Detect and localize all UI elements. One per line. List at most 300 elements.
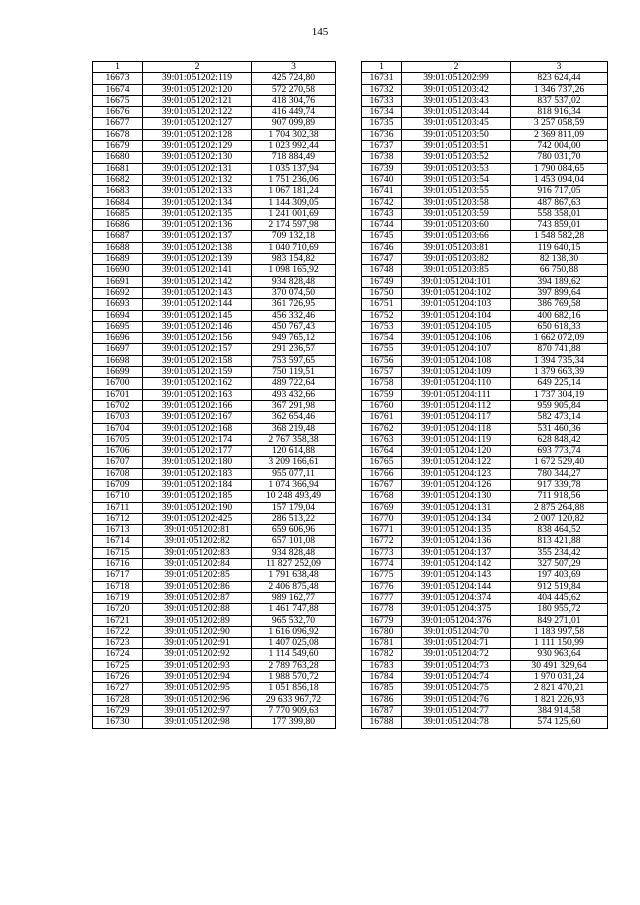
- row-number-cell: 16749: [362, 276, 402, 287]
- cadastral-number-cell: 39:01:051202:167: [143, 412, 252, 423]
- value-cell: 659 606,96: [252, 525, 336, 536]
- table-row: [93, 502, 336, 513]
- value-cell: 286 513,22: [252, 513, 336, 524]
- value-cell: 983 154,82: [252, 254, 336, 265]
- cadastral-number-cell: 39:01:051202:425: [143, 513, 252, 524]
- table-row: [93, 525, 336, 536]
- table-row: [362, 412, 608, 423]
- row-number-cell: 16699: [93, 367, 143, 378]
- cadastral-number-cell: 39:01:051203:42: [402, 84, 511, 95]
- table-row: [362, 525, 608, 536]
- row-number-cell: 16721: [93, 615, 143, 626]
- row-number-cell: 16731: [362, 73, 402, 84]
- table-row: [362, 163, 608, 174]
- value-cell: 574 125,60: [511, 717, 608, 728]
- cadastral-number-cell: 39:01:051202:88: [143, 604, 252, 615]
- value-cell: 180 955,72: [511, 604, 608, 615]
- cadastral-number-cell: 39:01:051204:108: [402, 355, 511, 366]
- cadastral-number-cell: 39:01:051203:52: [402, 152, 511, 163]
- row-number-cell: 16698: [93, 355, 143, 366]
- cadastral-number-cell: 39:01:051202:84: [143, 559, 252, 570]
- table-row: [362, 468, 608, 479]
- cadastral-number-cell: 39:01:051202:96: [143, 694, 252, 705]
- row-number-cell: 16705: [93, 434, 143, 445]
- cadastral-number-cell: 39:01:051204:74: [402, 672, 511, 683]
- table-row: [362, 479, 608, 490]
- row-number-cell: 16682: [93, 174, 143, 185]
- table-row: [93, 400, 336, 411]
- row-number-cell: 16694: [93, 310, 143, 321]
- table-row: [93, 592, 336, 603]
- cadastral-number-cell: 39:01:051203:51: [402, 141, 511, 152]
- value-cell: 1 241 001,69: [252, 208, 336, 219]
- cadastral-number-cell: 39:01:051203:50: [402, 129, 511, 140]
- row-number-cell: 16697: [93, 344, 143, 355]
- table-row: [93, 321, 336, 332]
- row-number-cell: 16713: [93, 525, 143, 536]
- table-row: [93, 344, 336, 355]
- value-cell: 838 464,52: [511, 525, 608, 536]
- row-number-cell: 16710: [93, 491, 143, 502]
- row-number-cell: 16696: [93, 333, 143, 344]
- cadastral-number-cell: 39:01:051202:89: [143, 615, 252, 626]
- row-number-cell: 16701: [93, 389, 143, 400]
- cadastral-number-cell: 39:01:051203:60: [402, 220, 511, 231]
- table-row: [362, 513, 608, 524]
- cadastral-number-cell: 39:01:051202:163: [143, 389, 252, 400]
- cadastral-number-cell: 39:01:051202:136: [143, 220, 252, 231]
- value-cell: 628 848,42: [511, 434, 608, 445]
- table-row: [362, 592, 608, 603]
- value-cell: 1 394 735,34: [511, 355, 608, 366]
- table-row: [93, 412, 336, 423]
- value-cell: 1 988 570,72: [252, 672, 336, 683]
- cadastral-number-cell: 39:01:051204:104: [402, 310, 511, 321]
- table-row: [362, 367, 608, 378]
- row-number-cell: 16748: [362, 265, 402, 276]
- table-header-row: [362, 62, 608, 73]
- value-cell: 450 767,43: [252, 321, 336, 332]
- table-row: [93, 683, 336, 694]
- value-cell: 959 905,84: [511, 400, 608, 411]
- table-row: [93, 163, 336, 174]
- row-number-cell: 16729: [93, 705, 143, 716]
- table-row: [93, 174, 336, 185]
- row-number-cell: 16782: [362, 649, 402, 660]
- table-row: [362, 559, 608, 570]
- value-cell: 1 098 165,92: [252, 265, 336, 276]
- row-number-cell: 16776: [362, 581, 402, 592]
- value-cell: 1 067 181,24: [252, 186, 336, 197]
- cadastral-number-cell: 39:01:051202:127: [143, 118, 252, 129]
- value-cell: 531 460,36: [511, 423, 608, 434]
- row-number-cell: 16714: [93, 536, 143, 547]
- value-cell: 489 722,64: [252, 378, 336, 389]
- value-cell: 2 174 597,98: [252, 220, 336, 231]
- cadastral-number-cell: 39:01:051204:105: [402, 321, 511, 332]
- value-cell: 1 461 747,88: [252, 604, 336, 615]
- table-row: [93, 73, 336, 84]
- table-row: [93, 276, 336, 287]
- cadastral-number-cell: 39:01:051202:128: [143, 129, 252, 140]
- row-number-cell: 16750: [362, 287, 402, 298]
- value-cell: 29 633 967,72: [252, 694, 336, 705]
- value-cell: 649 225,14: [511, 378, 608, 389]
- row-number-cell: 16723: [93, 638, 143, 649]
- value-cell: 1 791 638,48: [252, 570, 336, 581]
- cadastral-number-cell: 39:01:051202:99: [402, 73, 511, 84]
- cadastral-number-cell: 39:01:051202:145: [143, 310, 252, 321]
- table-row: [93, 231, 336, 242]
- cadastral-number-cell: 39:01:051202:133: [143, 186, 252, 197]
- cadastral-number-cell: 39:01:051204:73: [402, 660, 511, 671]
- row-number-cell: 16691: [93, 276, 143, 287]
- table-row: [93, 581, 336, 592]
- row-number-cell: 16774: [362, 559, 402, 570]
- cadastral-number-cell: 39:01:051202:177: [143, 446, 252, 457]
- table-row: [362, 174, 608, 185]
- table-row: [362, 84, 608, 95]
- cadastral-number-cell: 39:01:051204:109: [402, 367, 511, 378]
- table-row: [362, 615, 608, 626]
- cadastral-number-cell: 39:01:051204:117: [402, 412, 511, 423]
- cadastral-number-cell: 39:01:051204:375: [402, 604, 511, 615]
- row-number-cell: 16718: [93, 581, 143, 592]
- table-row: [362, 581, 608, 592]
- table-row: [362, 129, 608, 140]
- value-cell: 3 257 058,59: [511, 118, 608, 129]
- row-number-cell: 16683: [93, 186, 143, 197]
- row-number-cell: 16770: [362, 513, 402, 524]
- value-cell: 157 179,04: [252, 502, 336, 513]
- row-number-cell: 16686: [93, 220, 143, 231]
- cadastral-number-cell: 39:01:051202:166: [143, 400, 252, 411]
- cadastral-number-cell: 39:01:051204:78: [402, 717, 511, 728]
- table-row: [93, 107, 336, 118]
- cadastral-number-cell: 39:01:051204:110: [402, 378, 511, 389]
- value-cell: 82 138,30: [511, 254, 608, 265]
- cadastral-number-cell: 39:01:051202:131: [143, 163, 252, 174]
- cadastral-number-cell: 39:01:051204:137: [402, 547, 511, 558]
- row-number-cell: 16759: [362, 389, 402, 400]
- value-cell: 291 236,57: [252, 344, 336, 355]
- table-row: [362, 378, 608, 389]
- row-number-cell: 16711: [93, 502, 143, 513]
- cadastral-number-cell: 39:01:051202:121: [143, 95, 252, 106]
- cadastral-number-cell: 39:01:051203:54: [402, 174, 511, 185]
- table-row: [93, 513, 336, 524]
- table-body: [93, 73, 336, 728]
- row-number-cell: 16756: [362, 355, 402, 366]
- table-row: [362, 197, 608, 208]
- row-number-cell: 16787: [362, 705, 402, 716]
- cadastral-number-cell: 39:01:051202:157: [143, 344, 252, 355]
- row-number-cell: 16737: [362, 141, 402, 152]
- table-row: [362, 547, 608, 558]
- table-row: [362, 152, 608, 163]
- row-number-cell: 16688: [93, 242, 143, 253]
- row-number-cell: 16781: [362, 638, 402, 649]
- table-row: [93, 672, 336, 683]
- value-cell: 912 519,84: [511, 581, 608, 592]
- table-row: [362, 231, 608, 242]
- value-cell: 2 789 763,28: [252, 660, 336, 671]
- value-cell: 823 624,44: [511, 73, 608, 84]
- cadastral-table-left: [92, 61, 336, 729]
- cadastral-number-cell: 39:01:051204:374: [402, 592, 511, 603]
- value-cell: 1 751 236,06: [252, 174, 336, 185]
- value-cell: 650 618,33: [511, 321, 608, 332]
- row-number-cell: 16715: [93, 547, 143, 558]
- table-row: [362, 310, 608, 321]
- table-row: [362, 95, 608, 106]
- value-cell: 1 407 025,08: [252, 638, 336, 649]
- table-row: [362, 265, 608, 276]
- value-cell: 1 346 737,26: [511, 84, 608, 95]
- table-row: [362, 242, 608, 253]
- row-number-cell: 16771: [362, 525, 402, 536]
- value-cell: 1 548 582,28: [511, 231, 608, 242]
- value-cell: 418 304,76: [252, 95, 336, 106]
- cadastral-number-cell: 39:01:051204:77: [402, 705, 511, 716]
- table-row: [93, 287, 336, 298]
- cadastral-number-cell: 39:01:051202:142: [143, 276, 252, 287]
- table-row: [93, 559, 336, 570]
- value-cell: 1 672 529,40: [511, 457, 608, 468]
- table-row: [362, 536, 608, 547]
- row-number-cell: 16734: [362, 107, 402, 118]
- column-header: 2: [402, 62, 511, 73]
- value-cell: 487 867,63: [511, 197, 608, 208]
- row-number-cell: 16722: [93, 626, 143, 637]
- table-row: [362, 638, 608, 649]
- cadastral-number-cell: 39:01:051202:91: [143, 638, 252, 649]
- row-number-cell: 16733: [362, 95, 402, 106]
- cadastral-number-cell: 39:01:051202:174: [143, 434, 252, 445]
- value-cell: 197 403,69: [511, 570, 608, 581]
- cadastral-number-cell: 39:01:051204:376: [402, 615, 511, 626]
- table-row: [93, 491, 336, 502]
- row-number-cell: 16702: [93, 400, 143, 411]
- table-row: [93, 355, 336, 366]
- value-cell: 361 726,95: [252, 299, 336, 310]
- table-row: [93, 468, 336, 479]
- cadastral-number-cell: 39:01:051202:159: [143, 367, 252, 378]
- value-cell: 30 491 329,64: [511, 660, 608, 671]
- cadastral-number-cell: 39:01:051202:120: [143, 84, 252, 95]
- row-number-cell: 16778: [362, 604, 402, 615]
- row-number-cell: 16704: [93, 423, 143, 434]
- table-row: [362, 186, 608, 197]
- row-number-cell: 16775: [362, 570, 402, 581]
- row-number-cell: 16785: [362, 683, 402, 694]
- row-number-cell: 16677: [93, 118, 143, 129]
- value-cell: 1 379 663,39: [511, 367, 608, 378]
- row-number-cell: 16685: [93, 208, 143, 219]
- value-cell: 582 473,14: [511, 412, 608, 423]
- cadastral-number-cell: 39:01:051202:98: [143, 717, 252, 728]
- value-cell: 1 616 096,92: [252, 626, 336, 637]
- cadastral-number-cell: 39:01:051202:135: [143, 208, 252, 219]
- row-number-cell: 16764: [362, 446, 402, 457]
- table-row: [362, 694, 608, 705]
- cadastral-number-cell: 39:01:051204:130: [402, 491, 511, 502]
- cadastral-number-cell: 39:01:051202:82: [143, 536, 252, 547]
- table-row: [93, 129, 336, 140]
- table-row: [93, 95, 336, 106]
- table-row: [362, 73, 608, 84]
- table-row: [93, 446, 336, 457]
- row-number-cell: 16707: [93, 457, 143, 468]
- value-cell: 1 183 997,58: [511, 626, 608, 637]
- row-number-cell: 16779: [362, 615, 402, 626]
- value-cell: 370 074,50: [252, 287, 336, 298]
- table-row: [362, 705, 608, 716]
- table-row: [93, 604, 336, 615]
- table-row: [93, 389, 336, 400]
- table-row: [93, 626, 336, 637]
- value-cell: 2 406 875,48: [252, 581, 336, 592]
- row-number-cell: 16747: [362, 254, 402, 265]
- row-number-cell: 16700: [93, 378, 143, 389]
- table-row: [362, 660, 608, 671]
- value-cell: 2 369 811,09: [511, 129, 608, 140]
- row-number-cell: 16712: [93, 513, 143, 524]
- cadastral-number-cell: 39:01:051202:138: [143, 242, 252, 253]
- row-number-cell: 16753: [362, 321, 402, 332]
- column-header: 2: [143, 62, 252, 73]
- cadastral-number-cell: 39:01:051202:134: [143, 197, 252, 208]
- table-row: [362, 107, 608, 118]
- table-row: [93, 717, 336, 728]
- value-cell: 394 189,62: [511, 276, 608, 287]
- value-cell: 742 004,00: [511, 141, 608, 152]
- value-cell: 572 270,58: [252, 84, 336, 95]
- table-row: [362, 254, 608, 265]
- cadastral-number-cell: 39:01:051202:94: [143, 672, 252, 683]
- table-row: [362, 457, 608, 468]
- row-number-cell: 16743: [362, 208, 402, 219]
- row-number-cell: 16769: [362, 502, 402, 513]
- cadastral-number-cell: 39:01:051204:70: [402, 626, 511, 637]
- row-number-cell: 16752: [362, 310, 402, 321]
- table-row: [362, 672, 608, 683]
- value-cell: 1 821 226,93: [511, 694, 608, 705]
- table-row: [362, 570, 608, 581]
- cadastral-number-cell: 39:01:051202:180: [143, 457, 252, 468]
- value-cell: 711 918,56: [511, 491, 608, 502]
- row-number-cell: 16695: [93, 321, 143, 332]
- cadastral-number-cell: 39:01:051202:183: [143, 468, 252, 479]
- table-row: [362, 220, 608, 231]
- value-cell: 849 271,01: [511, 615, 608, 626]
- table-row: [93, 152, 336, 163]
- row-number-cell: 16692: [93, 287, 143, 298]
- cadastral-number-cell: 39:01:051204:72: [402, 649, 511, 660]
- value-cell: 818 916,34: [511, 107, 608, 118]
- value-cell: 753 597,65: [252, 355, 336, 366]
- cadastral-number-cell: 39:01:051202:143: [143, 287, 252, 298]
- cadastral-number-cell: 39:01:051204:120: [402, 446, 511, 457]
- row-number-cell: 16680: [93, 152, 143, 163]
- cadastral-number-cell: 39:01:051204:122: [402, 457, 511, 468]
- table-row: [93, 649, 336, 660]
- table-row: [93, 208, 336, 219]
- cadastral-number-cell: 39:01:051202:141: [143, 265, 252, 276]
- row-number-cell: 16708: [93, 468, 143, 479]
- cadastral-number-cell: 39:01:051204:111: [402, 389, 511, 400]
- cadastral-number-cell: 39:01:051202:184: [143, 479, 252, 490]
- cadastral-number-cell: 39:01:051202:162: [143, 378, 252, 389]
- cadastral-number-cell: 39:01:051203:55: [402, 186, 511, 197]
- row-number-cell: 16786: [362, 694, 402, 705]
- row-number-cell: 16744: [362, 220, 402, 231]
- row-number-cell: 16742: [362, 197, 402, 208]
- cadastral-number-cell: 39:01:051203:66: [402, 231, 511, 242]
- cadastral-number-cell: 39:01:051203:82: [402, 254, 511, 265]
- cadastral-number-cell: 39:01:051203:45: [402, 118, 511, 129]
- table-row: [362, 208, 608, 219]
- value-cell: 177 399,80: [252, 717, 336, 728]
- row-number-cell: 16760: [362, 400, 402, 411]
- table-row: [362, 287, 608, 298]
- cadastral-number-cell: 39:01:051202:119: [143, 73, 252, 84]
- cadastral-number-cell: 39:01:051202:144: [143, 299, 252, 310]
- cadastral-number-cell: 39:01:051204:76: [402, 694, 511, 705]
- cadastral-number-cell: 39:01:051203:43: [402, 95, 511, 106]
- row-number-cell: 16730: [93, 717, 143, 728]
- value-cell: 1 111 150,99: [511, 638, 608, 649]
- row-number-cell: 16772: [362, 536, 402, 547]
- value-cell: 1 453 094,04: [511, 174, 608, 185]
- table-row: [93, 434, 336, 445]
- table-row: [362, 649, 608, 660]
- value-cell: 1 144 309,05: [252, 197, 336, 208]
- table-row: [93, 310, 336, 321]
- value-cell: 1 662 072,09: [511, 333, 608, 344]
- cadastral-number-cell: 39:01:051203:59: [402, 208, 511, 219]
- table-row: [93, 423, 336, 434]
- table-row: [362, 446, 608, 457]
- cadastral-number-cell: 39:01:051204:75: [402, 683, 511, 694]
- value-cell: 743 859,01: [511, 220, 608, 231]
- row-number-cell: 16751: [362, 299, 402, 310]
- value-cell: 949 765,12: [252, 333, 336, 344]
- row-number-cell: 16783: [362, 660, 402, 671]
- table-row: [93, 378, 336, 389]
- value-cell: 400 682,16: [511, 310, 608, 321]
- value-cell: 780 031,70: [511, 152, 608, 163]
- row-number-cell: 16735: [362, 118, 402, 129]
- cadastral-number-cell: 39:01:051204:136: [402, 536, 511, 547]
- row-number-cell: 16673: [93, 73, 143, 84]
- value-cell: 709 132,18: [252, 231, 336, 242]
- row-number-cell: 16762: [362, 423, 402, 434]
- row-number-cell: 16767: [362, 479, 402, 490]
- cadastral-number-cell: 39:01:051202:93: [143, 660, 252, 671]
- row-number-cell: 16674: [93, 84, 143, 95]
- row-number-cell: 16727: [93, 683, 143, 694]
- row-number-cell: 16687: [93, 231, 143, 242]
- cadastral-number-cell: 39:01:051204:135: [402, 525, 511, 536]
- cadastral-number-cell: 39:01:051202:86: [143, 581, 252, 592]
- row-number-cell: 16717: [93, 570, 143, 581]
- value-cell: 368 219,48: [252, 423, 336, 434]
- value-cell: 119 640,15: [511, 242, 608, 253]
- value-cell: 1 737 304,19: [511, 389, 608, 400]
- cadastral-number-cell: 39:01:051202:137: [143, 231, 252, 242]
- table-row: [93, 333, 336, 344]
